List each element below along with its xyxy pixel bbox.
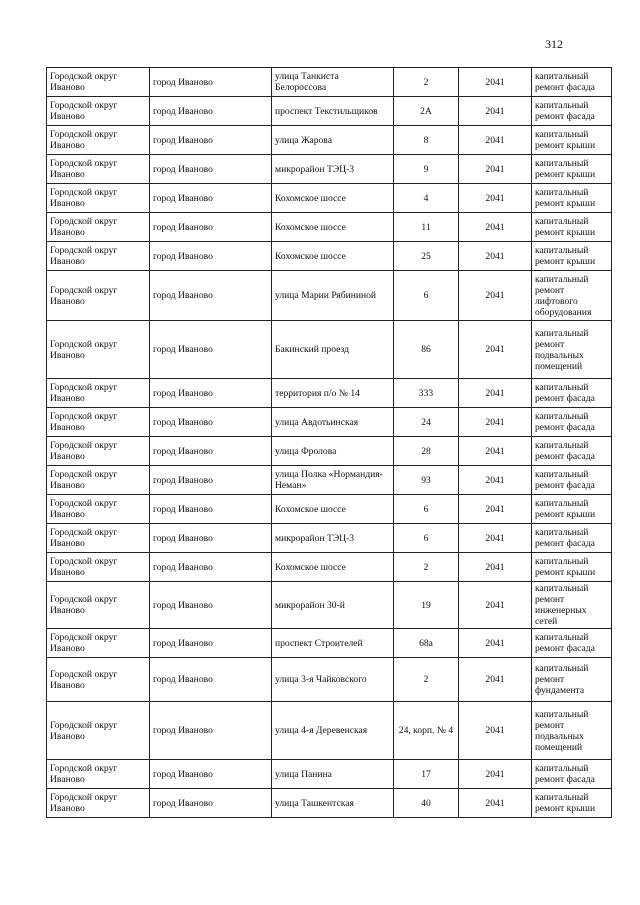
okrug-cell: Городской округ Иваново: [47, 702, 150, 760]
okrug-cell: Городской округ Иваново: [47, 658, 150, 702]
table-row: [47, 97, 612, 126]
work-type-cell: капитальный ремонт фасада: [532, 760, 612, 789]
city-cell: город Иваново: [150, 702, 272, 760]
city-cell: город Иваново: [150, 379, 272, 408]
house-number-cell: 6: [394, 495, 459, 524]
year-cell: 2041: [459, 658, 532, 702]
house-number-cell: 333: [394, 379, 459, 408]
city-cell: город Иваново: [150, 658, 272, 702]
street-cell: улица Танкиста Белороссова: [272, 68, 394, 97]
work-type-cell: капитальный ремонт фасада: [532, 466, 612, 495]
city-cell: город Иваново: [150, 466, 272, 495]
year-cell: 2041: [459, 629, 532, 658]
house-number-cell: 6: [394, 271, 459, 321]
city-cell: город Иваново: [150, 97, 272, 126]
house-number-cell: 24: [394, 408, 459, 437]
year-cell: 2041: [459, 408, 532, 437]
city-cell: город Иваново: [150, 242, 272, 271]
okrug-cell: Городской округ Иваново: [47, 271, 150, 321]
house-number-cell: 17: [394, 760, 459, 789]
okrug-cell: Городской округ Иваново: [47, 68, 150, 97]
city-cell: город Иваново: [150, 321, 272, 379]
year-cell: 2041: [459, 437, 532, 466]
year-cell: 2041: [459, 321, 532, 379]
table-row: [47, 126, 612, 155]
okrug-cell: Городской округ Иваново: [47, 524, 150, 553]
city-cell: город Иваново: [150, 524, 272, 553]
city-cell: город Иваново: [150, 760, 272, 789]
work-type-cell: капитальный ремонт подвальных помещений: [532, 321, 612, 379]
table-row: [47, 789, 612, 818]
work-type-cell: капитальный ремонт фасада: [532, 68, 612, 97]
street-cell: Бакинский проезд: [272, 321, 394, 379]
street-cell: улица Ташкентская: [272, 789, 394, 818]
street-cell: улица Полка «Нормандия-Неман»: [272, 466, 394, 495]
house-number-cell: 4: [394, 184, 459, 213]
table-row: [47, 437, 612, 466]
table-row: [47, 321, 612, 379]
city-cell: город Иваново: [150, 582, 272, 629]
street-cell: улица Марии Рябининой: [272, 271, 394, 321]
city-cell: город Иваново: [150, 437, 272, 466]
street-cell: улица Жарова: [272, 126, 394, 155]
table-row: [47, 213, 612, 242]
city-cell: город Иваново: [150, 155, 272, 184]
repair-schedule-table: [46, 67, 612, 818]
house-number-cell: 86: [394, 321, 459, 379]
year-cell: 2041: [459, 242, 532, 271]
table-row: [47, 553, 612, 582]
year-cell: 2041: [459, 495, 532, 524]
year-cell: 2041: [459, 702, 532, 760]
year-cell: 2041: [459, 97, 532, 126]
okrug-cell: Городской округ Иваново: [47, 155, 150, 184]
table-row: [47, 658, 612, 702]
page-number: 312: [545, 37, 563, 51]
work-type-cell: капитальный ремонт фасада: [532, 629, 612, 658]
street-cell: улица Авдотьинская: [272, 408, 394, 437]
street-cell: проспект Строителей: [272, 629, 394, 658]
year-cell: 2041: [459, 789, 532, 818]
city-cell: город Иваново: [150, 789, 272, 818]
street-cell: проспект Текстильщиков: [272, 97, 394, 126]
okrug-cell: Городской округ Иваново: [47, 321, 150, 379]
street-cell: Кохомское шоссе: [272, 213, 394, 242]
work-type-cell: капитальный ремонт крыши: [532, 155, 612, 184]
street-cell: Кохомское шоссе: [272, 242, 394, 271]
street-cell: территория п/о № 14: [272, 379, 394, 408]
house-number-cell: 2А: [394, 97, 459, 126]
table-row: [47, 408, 612, 437]
street-cell: Кохомское шоссе: [272, 553, 394, 582]
table-row: [47, 760, 612, 789]
table-row: [47, 271, 612, 321]
table-row: [47, 242, 612, 271]
table-row: [47, 466, 612, 495]
work-type-cell: капитальный ремонт фундамента: [532, 658, 612, 702]
work-type-cell: капитальный ремонт инженерных сетей: [532, 582, 612, 629]
city-cell: город Иваново: [150, 495, 272, 524]
okrug-cell: Городской округ Иваново: [47, 466, 150, 495]
year-cell: 2041: [459, 213, 532, 242]
okrug-cell: Городской округ Иваново: [47, 437, 150, 466]
okrug-cell: Городской округ Иваново: [47, 126, 150, 155]
house-number-cell: 2: [394, 658, 459, 702]
city-cell: город Иваново: [150, 184, 272, 213]
work-type-cell: капитальный ремонт крыши: [532, 242, 612, 271]
house-number-cell: 8: [394, 126, 459, 155]
okrug-cell: Городской округ Иваново: [47, 213, 150, 242]
year-cell: 2041: [459, 68, 532, 97]
house-number-cell: 9: [394, 155, 459, 184]
street-cell: Кохомское шоссе: [272, 184, 394, 213]
work-type-cell: капитальный ремонт фасада: [532, 524, 612, 553]
table-row: [47, 495, 612, 524]
okrug-cell: Городской округ Иваново: [47, 789, 150, 818]
street-cell: улица Панина: [272, 760, 394, 789]
table-row: [47, 184, 612, 213]
okrug-cell: Городской округ Иваново: [47, 760, 150, 789]
city-cell: город Иваново: [150, 408, 272, 437]
work-type-cell: капитальный ремонт крыши: [532, 184, 612, 213]
work-type-cell: капитальный ремонт крыши: [532, 495, 612, 524]
okrug-cell: Городской округ Иваново: [47, 553, 150, 582]
house-number-cell: 19: [394, 582, 459, 629]
work-type-cell: капитальный ремонт фасада: [532, 437, 612, 466]
table-row: [47, 524, 612, 553]
house-number-cell: 11: [394, 213, 459, 242]
okrug-cell: Городской округ Иваново: [47, 582, 150, 629]
okrug-cell: Городской округ Иваново: [47, 495, 150, 524]
house-number-cell: 28: [394, 437, 459, 466]
okrug-cell: Городской округ Иваново: [47, 184, 150, 213]
city-cell: город Иваново: [150, 271, 272, 321]
city-cell: город Иваново: [150, 126, 272, 155]
okrug-cell: Городской округ Иваново: [47, 242, 150, 271]
year-cell: 2041: [459, 271, 532, 321]
table-row: [47, 155, 612, 184]
work-type-cell: капитальный ремонт подвальных помещений: [532, 702, 612, 760]
year-cell: 2041: [459, 379, 532, 408]
street-cell: микрорайон 30-й: [272, 582, 394, 629]
street-cell: микрорайон ТЭЦ-3: [272, 155, 394, 184]
okrug-cell: Городской округ Иваново: [47, 629, 150, 658]
street-cell: Кохомское шоссе: [272, 495, 394, 524]
year-cell: 2041: [459, 524, 532, 553]
work-type-cell: капитальный ремонт фасада: [532, 408, 612, 437]
okrug-cell: Городской округ Иваново: [47, 379, 150, 408]
city-cell: город Иваново: [150, 553, 272, 582]
work-type-cell: капитальный ремонт фасада: [532, 379, 612, 408]
year-cell: 2041: [459, 184, 532, 213]
house-number-cell: 2: [394, 68, 459, 97]
house-number-cell: 40: [394, 789, 459, 818]
year-cell: 2041: [459, 126, 532, 155]
year-cell: 2041: [459, 155, 532, 184]
table-row: [47, 702, 612, 760]
house-number-cell: 24, корп. № 4: [394, 702, 459, 760]
year-cell: 2041: [459, 466, 532, 495]
house-number-cell: 6: [394, 524, 459, 553]
street-cell: улица 4-я Деревенская: [272, 702, 394, 760]
city-cell: город Иваново: [150, 213, 272, 242]
work-type-cell: капитальный ремонт крыши: [532, 213, 612, 242]
house-number-cell: 68а: [394, 629, 459, 658]
work-type-cell: капитальный ремонт крыши: [532, 789, 612, 818]
year-cell: 2041: [459, 760, 532, 789]
table-row: [47, 582, 612, 629]
city-cell: город Иваново: [150, 68, 272, 97]
house-number-cell: 2: [394, 553, 459, 582]
street-cell: улица Фролова: [272, 437, 394, 466]
year-cell: 2041: [459, 582, 532, 629]
table-row: [47, 379, 612, 408]
year-cell: 2041: [459, 553, 532, 582]
table-body: [47, 68, 612, 818]
work-type-cell: капитальный ремонт крыши: [532, 126, 612, 155]
table-row: [47, 68, 612, 97]
street-cell: микрорайон ТЭЦ-3: [272, 524, 394, 553]
work-type-cell: капитальный ремонт лифтового оборудования: [532, 271, 612, 321]
work-type-cell: капитальный ремонт крыши: [532, 553, 612, 582]
street-cell: улица 3-я Чайковского: [272, 658, 394, 702]
house-number-cell: 25: [394, 242, 459, 271]
city-cell: город Иваново: [150, 629, 272, 658]
okrug-cell: Городской округ Иваново: [47, 97, 150, 126]
work-type-cell: капитальный ремонт фасада: [532, 97, 612, 126]
okrug-cell: Городской округ Иваново: [47, 408, 150, 437]
table-row: [47, 629, 612, 658]
house-number-cell: 93: [394, 466, 459, 495]
